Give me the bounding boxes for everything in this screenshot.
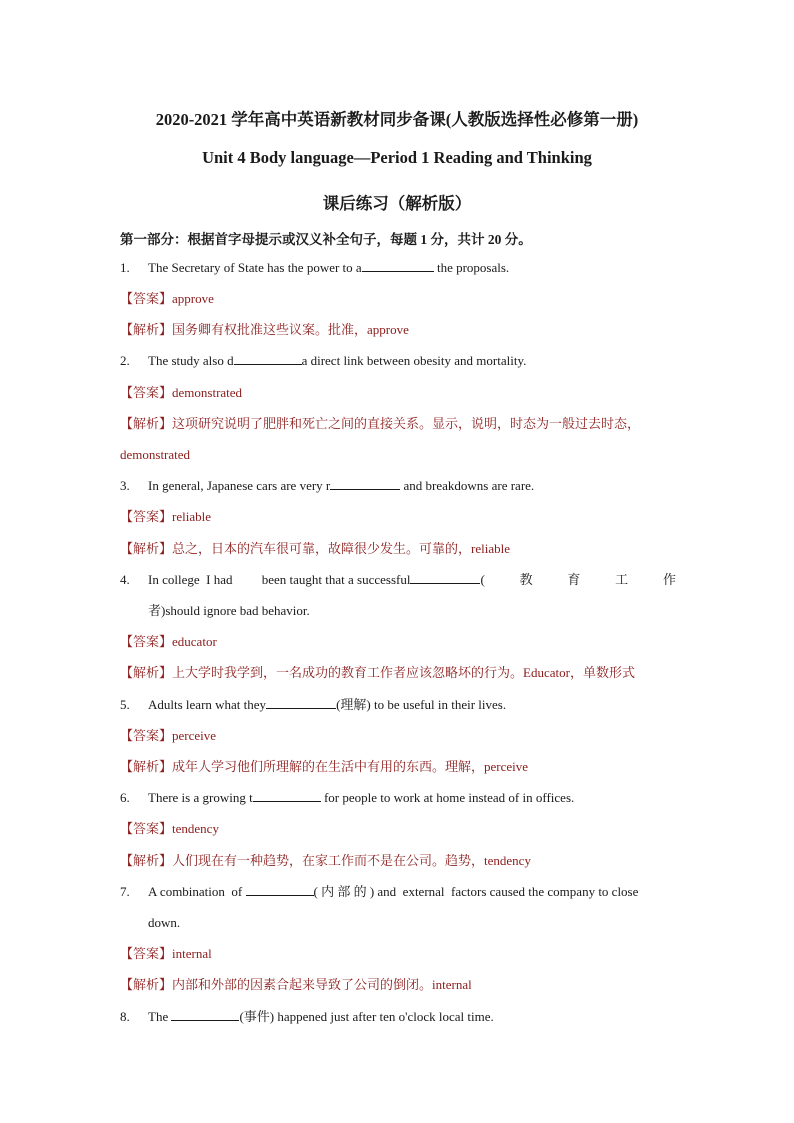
- question-4-cont: [148, 602, 704, 620]
- question-7-cont: [148, 914, 704, 932]
- analysis-answer: tendency: [484, 853, 531, 868]
- question-text: down.: [148, 915, 181, 930]
- question-text: a direct link between obesity and mortality.: [301, 353, 527, 368]
- question-char: 作: [662, 572, 676, 587]
- question-text: In general, Japanese cars are very r: [148, 478, 331, 493]
- answer-tag: 【答案】: [120, 385, 173, 400]
- question-7: [120, 883, 676, 901]
- analysis-answer: reliable: [471, 541, 511, 556]
- question-5: [120, 696, 676, 714]
- answer-tag: 【答案】: [120, 634, 173, 649]
- question-text: and breakdowns are rare.: [400, 478, 535, 493]
- title-line-1: 2020-2021 学年高中英语新教材同步备课(人教版选择性必修第一册): [155, 110, 639, 129]
- question-text: (事件) happened just after ten o'clock local time.: [239, 1009, 494, 1024]
- question-number: 1.: [120, 260, 130, 275]
- answer-blank: [234, 352, 302, 365]
- answer-blank: [410, 571, 480, 584]
- question-char: 育: [567, 572, 581, 587]
- answer-tag: 【答案】: [120, 728, 173, 743]
- question-text: A combination of: [148, 884, 246, 899]
- answer-text: perceive: [172, 728, 217, 743]
- question-text: The study also d: [148, 353, 234, 368]
- answer-text: approve: [172, 291, 214, 306]
- analysis-line-4: [120, 664, 676, 682]
- answer-line-4: [120, 633, 676, 651]
- analysis-line-3: [120, 540, 676, 558]
- question-3: [120, 477, 676, 495]
- question-text: There is a growing t: [148, 790, 253, 805]
- analysis-line-5: [120, 758, 676, 776]
- question-text: the proposals.: [433, 260, 510, 275]
- question-text: for people to work at home instead of in offices.: [320, 790, 575, 805]
- question-number: 3.: [120, 478, 130, 493]
- analysis-tag: 【解析】: [120, 759, 173, 774]
- analysis-answer: internal: [432, 977, 472, 992]
- analysis-text: 上大学时我学到，一名成功的教育工作者应该忽略坏的行为。: [172, 665, 524, 680]
- analysis-line-6: [120, 852, 676, 870]
- answer-tag: 【答案】: [120, 821, 173, 836]
- analysis-answer: perceive: [484, 759, 529, 774]
- answer-blank: [246, 883, 314, 896]
- analysis-text: 成年人学习他们所理解的在生活中有用的东西。理解，: [172, 759, 485, 774]
- question-char: 工: [615, 572, 629, 587]
- question-number: 5.: [120, 697, 130, 712]
- answer-line-5: [120, 727, 676, 745]
- analysis-tag: 【解析】: [120, 853, 173, 868]
- analysis-text: 内部和外部的因素合起来导致了公司的倒闭。: [172, 977, 433, 992]
- analysis-tag: 【解析】: [120, 541, 173, 556]
- question-text: Adults learn what they: [148, 697, 267, 712]
- question-6: [120, 789, 676, 807]
- answer-line-1: [120, 290, 676, 308]
- question-text: ( 内 部 的 ) and external factors caused the company to close: [313, 884, 639, 899]
- answer-blank: [266, 696, 336, 709]
- answer-text: reliable: [172, 509, 211, 524]
- answer-text: educator: [172, 634, 217, 649]
- analysis-answer: demonstrated: [120, 447, 191, 462]
- question-number: 4.: [120, 572, 130, 587]
- answer-line-2: [120, 384, 676, 402]
- analysis-text: 这项研究说明了肥胖和死亡之间的直接关系。显示，说明，时态为一般过去时态，: [172, 416, 641, 431]
- answer-text: internal: [172, 946, 212, 961]
- question-number: 7.: [120, 884, 130, 899]
- answer-line-3: [120, 508, 676, 526]
- question-text: In college I had been taught that a successful: [148, 572, 411, 587]
- analysis-answer: Educator，单数形式: [523, 665, 635, 680]
- analysis-line-1: [120, 321, 676, 339]
- analysis-tag: 【解析】: [120, 977, 173, 992]
- analysis-line-7: [120, 976, 676, 994]
- section-heading: 第一部分：根据首字母提示或汉义补全句子，每题 1 分，共计 20 分。: [120, 232, 532, 247]
- analysis-tag: 【解析】: [120, 665, 173, 680]
- answer-blank: [362, 259, 434, 272]
- question-number: 6.: [120, 790, 130, 805]
- answer-tag: 【答案】: [120, 291, 173, 306]
- question-number: 2.: [120, 353, 130, 368]
- answer-tag: 【答案】: [120, 946, 173, 961]
- question-8: [120, 1008, 676, 1026]
- analysis-line-2-cont: [120, 446, 676, 464]
- question-char: 教: [519, 572, 533, 587]
- analysis-tag: 【解析】: [120, 416, 173, 431]
- analysis-line-2: [120, 415, 676, 433]
- question-1: [120, 259, 676, 277]
- question-text: 者)should ignore bad behavior.: [148, 603, 310, 618]
- analysis-text: 总之，日本的汽车很可靠，故障很少发生。可靠的，: [172, 541, 472, 556]
- question-text: (: [480, 572, 485, 587]
- analysis-text: 人们现在有一种趋势，在家工作而不是在公司。趋势，: [172, 853, 485, 868]
- answer-line-7: [120, 945, 676, 963]
- question-text: The Secretary of State has the power to a: [148, 260, 362, 275]
- title-line-2: Unit 4 Body language—Period 1 Reading and Thinking: [202, 148, 592, 167]
- question-number: 8.: [120, 1009, 130, 1024]
- question-text: The: [148, 1009, 172, 1024]
- question-2: [120, 352, 676, 370]
- answer-blank: [253, 789, 321, 802]
- analysis-tag: 【解析】: [120, 322, 173, 337]
- analysis-answer: approve: [367, 322, 409, 337]
- answer-blank: [330, 477, 400, 490]
- answer-text: tendency: [172, 821, 219, 836]
- answer-tag: 【答案】: [120, 509, 173, 524]
- title-line-3: 课后练习（解析版）: [322, 194, 472, 213]
- answer-line-6: [120, 820, 676, 838]
- answer-text: demonstrated: [172, 385, 243, 400]
- answer-blank: [171, 1008, 239, 1021]
- analysis-text: 国务卿有权批准这些议案。批准，: [172, 322, 368, 337]
- question-4: [120, 571, 676, 589]
- question-text: (理解) to be useful in their lives.: [336, 697, 507, 712]
